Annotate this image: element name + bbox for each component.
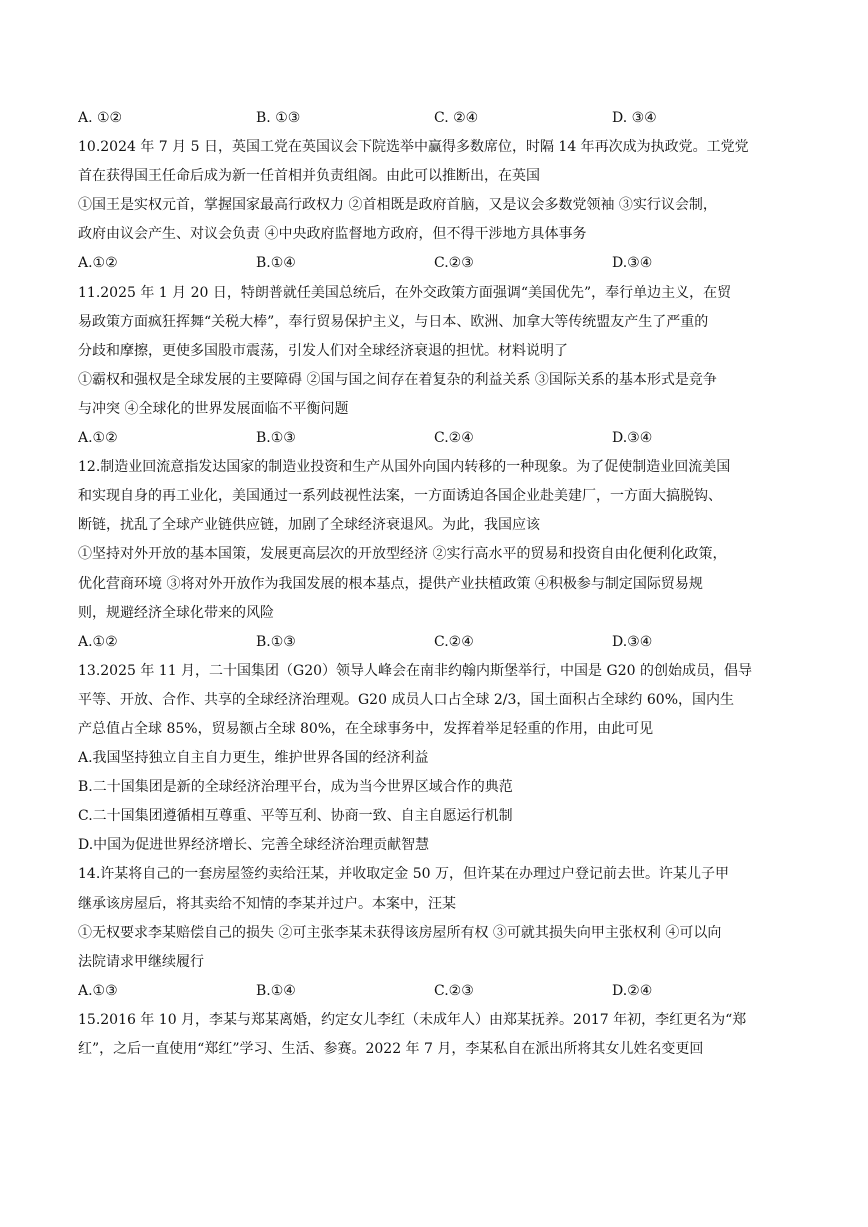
q9-option-a: A. ①② (78, 110, 123, 126)
q12-options (78, 628, 790, 657)
q9-option-d: D. ③④ (612, 110, 657, 126)
q9-options (78, 104, 790, 133)
q11-stem-line: 易政策方面疯狂挥舞“关税大棒”，奉行贸易保护主义，与日本、欧洲、加拿大等传统盟友产生了严重的 (78, 313, 709, 330)
q10-option-c: C.②③ (434, 255, 474, 272)
q13-stem-line: 产总值占全球 85%，贸易额占全球 80%，在全球事务中，发挥着举足轻重的作用，由此可见 (78, 720, 654, 737)
q14-stem-line: 继承该房屋后，将其卖给不知情的李某并过户。本案中，汪某 (78, 895, 456, 912)
q12-stem-line: 优化营商环境 ③将对外开放作为我国发展的根本基点，提供产业扶植政策 ④积极参与制定国际贸易规 (78, 575, 703, 592)
q11-stem-line: 分歧和摩擦，更使多国股市震荡，引发人们对全球经济衰退的担忧。材料说明了 (78, 342, 568, 359)
question-10 (78, 133, 790, 278)
q12-option-c: C.②④ (434, 633, 474, 650)
q13-option-d: D.中国为促进世界经济增长、完善全球经济治理贡献智慧 (78, 837, 430, 854)
q14-option-d: D.②④ (612, 982, 653, 999)
q12-stem-line: 断链，扰乱了全球产业链供应链，加剧了全球经济衰退风。为此，我国应该 (78, 517, 540, 534)
q11-stem-line: 与冲突 ④全球化的世界发展面临不平衡问题 (78, 400, 349, 417)
q11-option-d: D.③④ (612, 430, 653, 447)
question-15 (78, 1006, 790, 1064)
q14-option-a: A.①③ (78, 982, 118, 999)
q14-options (78, 977, 790, 1006)
q13-option-c: C.二十国集团遵循相互尊重、平等互利、协商一致、自主自愿运行机制 (78, 808, 513, 825)
q10-stem-line: 政府由议会产生、对议会负责 ④中央政府监督地方政府，但不得干涉地方具体事务 (78, 226, 587, 243)
q11-options (78, 424, 790, 453)
q10-option-a: A.①② (78, 255, 118, 272)
q11-option-c: C.②④ (434, 430, 474, 447)
q9-option-b: B. ①③ (256, 110, 301, 126)
q12-option-b: B.①③ (256, 633, 296, 650)
question-14 (78, 860, 790, 1005)
q14-stem-line: 14.许某将自己的一套房屋签约卖给汪某，并收取定金 50 万，但许某在办理过户登记前去世。许某儿子甲 (78, 866, 729, 883)
q10-stem-line: ①国王是实权元首，掌握国家最高行政权力 ②首相既是政府首脑，又是议会多数党领袖 ③实行议会制， (78, 197, 717, 214)
q14-option-c: C.②③ (434, 982, 474, 999)
q14-stem-line: 法院请求甲继续履行 (78, 953, 204, 970)
q15-stem-line: 红”，之后一直使用“郑红”学习、生活、参赛。2022 年 7 月，李某私自在派出所将其女儿姓名变更回 (78, 1041, 704, 1057)
q13-option-a: A.我国坚持独立自主自力更生，维护世界各国的经济利益 (78, 750, 429, 767)
q10-option-b: B.①④ (256, 255, 296, 272)
q13-stem-line: 平等、开放、合作、共享的全球经济治理观。G20 成员人口占全球 2/3，国土面积占全球约 60%，国内生 (78, 691, 734, 708)
q11-stem-line: 11.2025 年 1 月 20 日，特朗普就任美国总统后，在外交政策方面强调“美国优先”，奉行单边主义，在贸 (78, 284, 732, 301)
q11-option-b: B.①③ (256, 430, 296, 447)
q14-option-b: B.①④ (256, 982, 296, 999)
q12-stem-line: ①坚持对外开放的基本国策，发展更高层次的开放型经济 ②实行高水平的贸易和投资自由化便利化政策， (78, 546, 727, 563)
q14-stem-line: ①无权要求李某赔偿自己的损失 ②可主张李某未获得该房屋所有权 ③可就其损失向甲主张权利 ④可以向 (78, 924, 722, 941)
q9-option-c: C. ②④ (434, 110, 479, 126)
q12-option-a: A.①② (78, 633, 118, 650)
q11-option-a: A.①② (78, 430, 118, 447)
q15-stem-line: 15.2016 年 10 月，李某与郑某离婚，约定女儿李红（未成年人）由郑某抚养。2017 年初，李红更名为“郑 (78, 1011, 747, 1028)
q13-option-b: B.二十国集团是新的全球经济治理平台，成为当今世界区域合作的典范 (78, 779, 513, 796)
q10-stem-line: 首在获得国王任命后成为新一任首相并负责组阁。由此可以推断出，在英国 (78, 168, 540, 185)
q12-stem-line: 则，规避经济全球化带来的风险 (78, 604, 274, 621)
q10-options (78, 249, 790, 278)
question-12 (78, 453, 790, 657)
question-13 (78, 657, 790, 861)
q10-stem-line: 10.2024 年 7 月 5 日，英国工党在英国议会下院选举中赢得多数席位，时隔 14 年再次成为执政党。工党党 (78, 139, 749, 156)
q13-stem-line: 13.2025 年 11 月，二十国集团（G20）领导人峰会在南非约翰内斯堡举行，中国是 G20 的创始成员，倡导 (78, 662, 752, 679)
q12-option-d: D.③④ (612, 633, 653, 650)
q12-stem-line: 12.制造业回流意指发达国家的制造业投资和生产从国外向国内转移的一种现象。为了促使制造业回流美国 (78, 459, 731, 476)
questions (78, 104, 790, 1064)
q10-option-d: D.③④ (612, 255, 653, 272)
question-11 (78, 279, 790, 454)
q11-stem-line: ①霸权和强权是全球发展的主要障碍 ②国与国之间存在着复杂的利益关系 ③国际关系的基本形式是竞争 (78, 371, 717, 388)
q12-stem-line: 和实现自身的再工业化，美国通过一系列歧视性法案，一方面诱迫各国企业赴美建厂，一方面大搞脱钩、 (78, 488, 722, 505)
